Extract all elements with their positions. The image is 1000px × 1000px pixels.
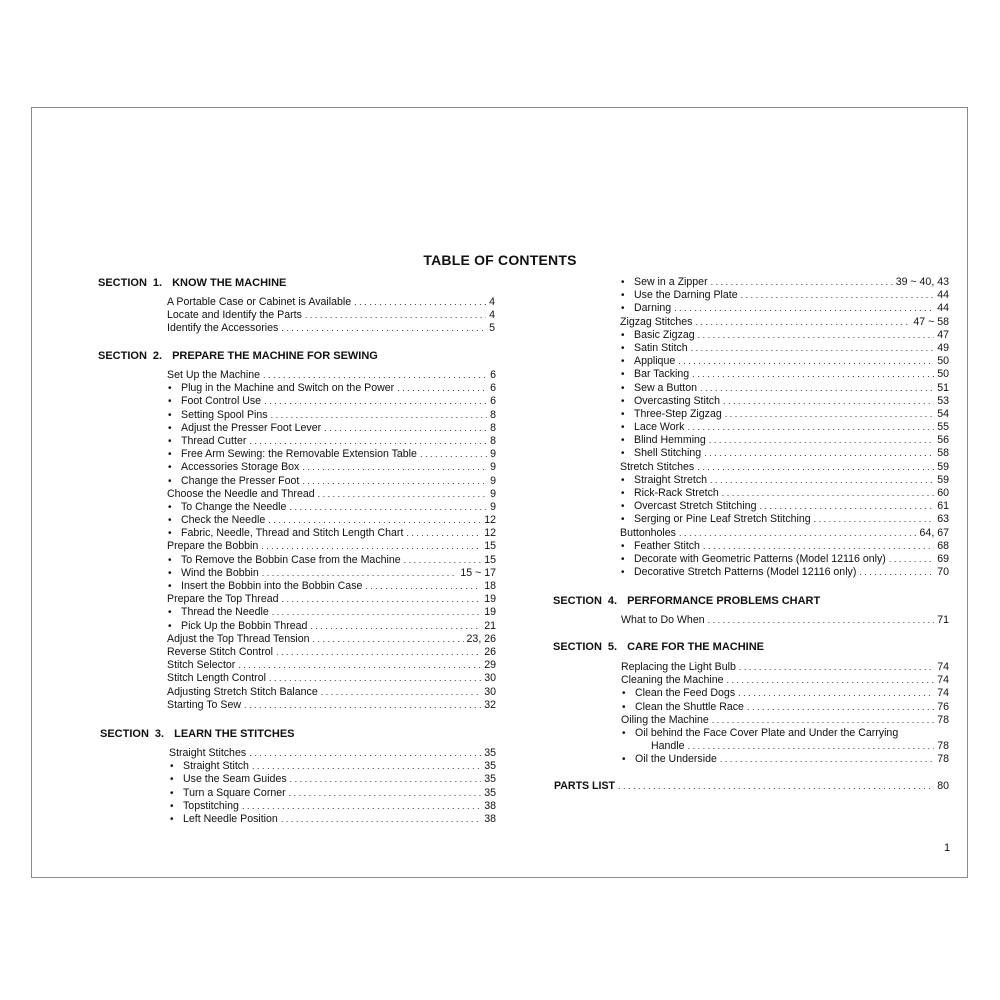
toc-entry-page: 9 [490, 461, 496, 474]
toc-entry-page: 8 [490, 434, 496, 447]
toc-entry [620, 289, 949, 302]
toc-entry-page: 32 [484, 698, 496, 711]
toc-entry [620, 316, 949, 329]
toc-entry [620, 368, 949, 381]
section-3-heading [100, 728, 295, 740]
toc-entry-page: 4 [489, 296, 495, 308]
toc-entry-title: What to Do When [621, 614, 705, 626]
section-label: SECTION [98, 350, 147, 362]
toc-entry [169, 787, 496, 800]
toc-entry-page: 53 [937, 394, 949, 407]
section-5-heading [553, 641, 764, 653]
toc-entry-page: 9 [490, 474, 496, 487]
toc-entry-page: 50 [937, 368, 949, 381]
page-title: TABLE OF CONTENTS [423, 252, 577, 268]
leader-dots [679, 527, 917, 540]
leader-dots [703, 540, 934, 553]
leader-dots [263, 369, 487, 382]
toc-entry [621, 714, 949, 727]
leader-dots [281, 322, 486, 335]
toc-entry-title: Adjusting Stretch Stitch Balance [167, 685, 318, 698]
leader-dots [712, 714, 934, 727]
leader-dots [687, 421, 934, 434]
toc-entry-title: • Satin Stitch [634, 341, 688, 354]
toc-entry-title: • Shell Stitching [634, 447, 702, 460]
toc-entry-title: • Oil the Underside [635, 753, 717, 766]
toc-entry [621, 727, 949, 740]
leader-dots [238, 659, 481, 672]
toc-entry [620, 355, 949, 368]
toc-entry-title: • Change the Presser Foot [181, 474, 300, 487]
toc-entry [167, 699, 496, 712]
toc-entry-page: 23, 26 [466, 632, 496, 645]
toc-entry-title: • Straight Stretch [634, 473, 708, 486]
toc-entry-page: 6 [490, 382, 496, 395]
toc-entry-page: 5 [489, 322, 495, 335]
toc-entry-title: • Clean the Shuttle Race [635, 700, 744, 713]
toc-entry-title: • Setting Spool Pins [181, 408, 268, 421]
section-title: CARE FOR THE MACHINE [627, 641, 764, 653]
toc-entry-title: Replacing the Light Bulb [621, 661, 736, 673]
leader-dots [289, 501, 487, 514]
toc-entry-page: 12 [484, 527, 496, 540]
toc-entry-title: Stitch Length Control [167, 672, 266, 685]
leader-dots [310, 620, 481, 633]
leader-dots [688, 740, 935, 753]
toc-entry [169, 747, 496, 760]
toc-entry [620, 500, 949, 513]
toc-entry-page: 54 [937, 407, 949, 420]
leader-dots [709, 434, 934, 447]
toc-entry [167, 422, 496, 435]
toc-entry-title: • Sew a Button [634, 381, 698, 394]
leader-dots [249, 747, 481, 760]
leader-dots [365, 580, 481, 593]
toc-entry [167, 659, 496, 672]
toc-entry-title: • Insert the Bobbin into the Bobbin Case [181, 580, 363, 592]
section-2-heading [98, 350, 378, 362]
toc-entry-title: • Blind Hemming [634, 434, 706, 447]
leader-dots [404, 554, 482, 567]
toc-entry-title: • To Remove the Bobbin Case from the Machine [181, 553, 401, 566]
toc-entry [167, 620, 496, 633]
toc-entry-page: 70 [937, 566, 949, 579]
toc-entry-page: 58 [937, 447, 949, 460]
leader-dots [420, 448, 487, 461]
leader-dots [406, 527, 481, 540]
toc-entry [167, 382, 496, 395]
toc-entry-title: Starting To Sew [167, 698, 242, 711]
toc-entry-page: 21 [484, 619, 496, 632]
leader-dots [269, 672, 481, 685]
toc-entry-page: 6 [490, 395, 496, 408]
section-2-entries [167, 369, 496, 712]
toc-entry-title: • Overcast Stretch Stitching [634, 500, 757, 513]
toc-entry-page: 47 [937, 328, 949, 341]
toc-entry [620, 487, 949, 500]
leader-dots [759, 500, 934, 513]
leader-dots [678, 355, 934, 368]
toc-entry-title: • Serging or Pine Leaf Stretch Stitching [634, 513, 811, 526]
section-number: 4. [607, 595, 618, 607]
toc-entry-page: 60 [937, 487, 949, 499]
toc-entry-title: Buttonholes [620, 526, 676, 539]
toc-entry [167, 296, 495, 309]
toc-entry-page: 6 [490, 369, 496, 381]
toc-entry-page: 26 [484, 645, 496, 658]
toc-entry [621, 740, 949, 753]
leader-dots [814, 513, 935, 526]
parts-list-title: PARTS LIST [554, 780, 616, 792]
toc-entry-title: • Thread the Needle [181, 606, 269, 619]
toc-entry-title: • Applique [634, 355, 676, 368]
leader-dots [725, 408, 934, 421]
toc-entry-page: 61 [937, 500, 949, 513]
toc-entry-title: Adjust the Top Thread Tension [167, 632, 310, 645]
leader-dots [242, 800, 481, 813]
toc-entry-page: 19 [484, 593, 496, 606]
toc-entry-title: Oiling the Machine [621, 713, 709, 726]
section-number: 5. [607, 641, 618, 653]
toc-entry-title: • Straight Stitch [183, 760, 249, 773]
toc-entry-page: 19 [484, 606, 496, 619]
parts-list-page: 80 [937, 780, 949, 792]
section-label: SECTION [553, 595, 602, 607]
section-1-entries [167, 296, 495, 336]
toc-entry-page: 64, 67 [919, 526, 949, 539]
section-3-continued-entries [620, 276, 949, 579]
leader-dots [889, 553, 934, 566]
toc-entry-page: 35 [484, 760, 496, 773]
leader-dots [268, 514, 481, 527]
toc-entry [167, 606, 496, 619]
toc-entry-title: • Foot Control Use [181, 395, 262, 408]
toc-entry [620, 276, 949, 289]
toc-entry-title: • Turn a Square Corner [183, 786, 286, 799]
toc-entry-page: 30 [484, 685, 496, 698]
toc-entry-title: • Sew in a Zipper [634, 276, 708, 288]
parts-list-entry [554, 780, 949, 793]
toc-entry-page: 78 [937, 713, 949, 726]
toc-entry-title: Choose the Needle and Thread [167, 487, 315, 500]
toc-entry-title: • Bar Tacking [634, 368, 690, 381]
toc-entry-title: • Use the Seam Guides [183, 773, 287, 786]
toc-entry [167, 322, 495, 335]
toc-entry-title: • Three-Step Zigzag [634, 407, 722, 420]
toc-entry-page: 68 [937, 539, 949, 552]
leader-dots [305, 309, 486, 322]
toc-entry-page: 59 [937, 473, 949, 486]
section-title: PERFORMANCE PROBLEMS CHART [627, 595, 821, 607]
toc-entry-title: • Pick Up the Bobbin Thread [181, 619, 308, 632]
leader-dots [739, 661, 934, 674]
toc-entry-page: 71 [937, 614, 949, 626]
toc-entry [620, 329, 949, 342]
toc-entry-title: Stretch Stitches [620, 460, 695, 473]
toc-entry-title: Prepare the Bobbin [167, 540, 259, 553]
toc-entry-title: Zigzag Stitches [620, 315, 693, 328]
toc-entry [167, 448, 496, 461]
toc-entry [620, 553, 949, 566]
toc-entry-title: • Check the Needle [181, 514, 266, 527]
leader-dots [710, 474, 934, 487]
toc-entry [620, 540, 949, 553]
toc-entry-title: • Basic Zigzag [634, 328, 695, 341]
section-number: 2. [152, 350, 163, 362]
toc-entry [167, 593, 496, 606]
toc-entry-title: A Portable Case or Cabinet is Available [167, 296, 352, 308]
toc-entry [620, 566, 949, 579]
toc-entry [167, 488, 496, 501]
toc-entry [621, 701, 949, 714]
toc-entry [167, 409, 496, 422]
toc-entry-title: Stitch Selector [167, 659, 236, 672]
leader-dots [249, 435, 487, 448]
toc-entry [167, 554, 496, 567]
section-5-entries [621, 661, 949, 767]
toc-entry-page: 47 ~ 58 [913, 315, 949, 328]
toc-entry-page: 12 [484, 514, 496, 527]
toc-entry [169, 800, 496, 813]
toc-entry-page: 59 [937, 460, 949, 473]
leader-dots [698, 329, 935, 342]
toc-entry [167, 540, 496, 553]
toc-entry-page: 39 ~ 40, 43 [895, 276, 949, 288]
leader-dots [747, 701, 934, 714]
toc-entry-title: Identify the Accessories [167, 322, 279, 335]
toc-entry [169, 773, 496, 786]
toc-entry [167, 461, 496, 474]
toc-entry [620, 382, 949, 395]
section-1-heading [98, 277, 286, 289]
toc-entry-page: 35 [484, 773, 496, 786]
toc-entry-title: • Darning [634, 302, 672, 315]
leader-dots [302, 461, 487, 474]
toc-entry-page: 44 [937, 289, 949, 302]
leader-dots [281, 813, 481, 826]
toc-entry [167, 527, 496, 540]
toc-entry-title: • Rick-Rack Stretch [634, 487, 719, 499]
toc-entry-page: 15 [484, 553, 496, 566]
toc-entry-title: Locate and Identify the Parts [167, 309, 302, 322]
leader-dots [723, 395, 934, 408]
section-3-entries [169, 747, 496, 826]
toc-entry-page: 44 [937, 302, 949, 315]
toc-entry-title: • Topstitching [183, 799, 239, 812]
toc-entry-page: 38 [484, 812, 496, 825]
section-number: 1. [152, 277, 163, 289]
toc-entry-page: 74 [937, 674, 949, 687]
toc-entry [620, 513, 949, 526]
toc-entry-title: • Free Arm Sewing: the Removable Extension Table [181, 448, 417, 461]
leader-dots [252, 760, 481, 773]
toc-entry-title: • Overcasting Stitch [634, 394, 720, 407]
toc-entry-title: • Plug in the Machine and Switch on the Power [181, 382, 395, 395]
toc-entry-title: • Decorative Stretch Patterns (Model 12116 only) [634, 566, 857, 579]
toc-entry-title: • Fabric, Needle, Thread and Stitch Length Chart [181, 527, 404, 540]
leader-dots [282, 593, 482, 606]
toc-entry [620, 434, 949, 447]
section-4-entries [621, 614, 949, 627]
leader-dots [692, 368, 934, 381]
leader-dots [302, 475, 487, 488]
toc-entry-page: 9 [490, 487, 496, 500]
leader-dots [722, 487, 934, 500]
toc-entry [620, 395, 949, 408]
section-4-heading [553, 595, 820, 607]
toc-entry-page: 8 [490, 421, 496, 434]
section-label: SECTION [553, 641, 602, 653]
toc-entry-page: 38 [484, 799, 496, 812]
toc-entry [167, 501, 496, 514]
leader-dots [695, 316, 910, 329]
leader-dots [711, 276, 893, 289]
section-title: KNOW THE MACHINE [172, 277, 287, 289]
toc-entry-title: Handle [651, 740, 685, 753]
leader-dots [691, 342, 935, 355]
toc-entry-title: • Wind the Bobbin [181, 566, 259, 579]
toc-entry-title: Cleaning the Machine [621, 674, 724, 687]
section-title: PREPARE THE MACHINE FOR SEWING [172, 350, 378, 362]
toc-entry-title: Straight Stitches [169, 747, 247, 759]
leader-dots [741, 289, 935, 302]
leader-dots [262, 567, 458, 580]
toc-entry-page: 78 [937, 753, 949, 766]
leader-dots [272, 606, 481, 619]
toc-entry [620, 527, 949, 540]
leader-dots [738, 687, 934, 700]
leader-dots [354, 296, 486, 309]
leader-dots [697, 461, 934, 474]
toc-entry-page: 35 [484, 747, 496, 759]
toc-entry-page: 55 [937, 421, 949, 434]
leader-dots [244, 699, 481, 712]
section-label: SECTION [98, 277, 147, 289]
toc-entry-title: • Adjust the Presser Foot Lever [181, 421, 322, 434]
leader-dots [261, 540, 481, 553]
toc-entry [620, 302, 949, 315]
leader-dots [324, 422, 487, 435]
toc-entry [621, 687, 949, 700]
toc-entry-title: • Use the Darning Plate [634, 289, 738, 302]
toc-entry [167, 369, 496, 382]
section-label: SECTION [100, 728, 149, 740]
toc-entry [167, 567, 496, 580]
toc-entry [167, 633, 496, 646]
toc-entry [169, 760, 496, 773]
toc-entry [621, 661, 949, 674]
leader-dots [618, 780, 934, 793]
leader-dots [859, 566, 934, 579]
leader-dots [726, 674, 934, 687]
toc-entry-page: 69 [937, 552, 949, 565]
toc-entry [620, 474, 949, 487]
toc-entry [621, 614, 949, 627]
section-number: 3. [154, 728, 165, 740]
toc-entry-page: 8 [490, 408, 496, 421]
toc-entry-page: 35 [484, 786, 496, 799]
toc-entry-title: Set Up the Machine [167, 369, 261, 381]
leader-dots [313, 633, 464, 646]
toc-entry [167, 395, 496, 408]
page-number: 1 [944, 842, 951, 854]
toc-entry [620, 421, 949, 434]
toc-entry-page: 29 [484, 659, 496, 672]
toc-entry-page: 18 [484, 580, 496, 592]
toc-entry-page: 50 [937, 355, 949, 368]
toc-entry-title: • Thread Cutter [181, 434, 247, 447]
toc-entry-page: 63 [937, 513, 949, 526]
leader-dots [290, 773, 482, 786]
leader-dots [674, 302, 934, 315]
leader-dots [720, 753, 934, 766]
leader-dots [321, 686, 481, 699]
toc-entry-page: 30 [484, 672, 496, 685]
toc-entry-title: • Oil behind the Face Cover Plate and Under the Carrying [635, 726, 899, 739]
section-title: LEARN THE STITCHES [174, 728, 295, 740]
toc-entry-page: 76 [937, 700, 949, 713]
toc-entry [620, 342, 949, 355]
toc-entry-page: 9 [490, 500, 496, 513]
toc-entry-title: • Left Needle Position [183, 812, 278, 825]
toc-entry-title: Reverse Stitch Control [167, 645, 273, 658]
leader-dots [318, 488, 487, 501]
toc-entry [620, 461, 949, 474]
toc-entry [620, 447, 949, 460]
toc-entry-page: 74 [937, 687, 949, 700]
leader-dots [708, 614, 935, 627]
toc-entry-title: • Clean the Feed Dogs [635, 687, 736, 700]
toc-entry-title: • Feather Stitch [634, 539, 700, 552]
toc-entry [167, 309, 495, 322]
leader-dots [704, 447, 934, 460]
toc-entry [169, 813, 496, 826]
toc-entry-page: 15 [484, 540, 496, 553]
leader-dots [264, 395, 487, 408]
toc-entry-title: • Lace Work [634, 421, 685, 434]
toc-entry-page: 51 [937, 381, 949, 394]
toc-entry [167, 646, 496, 659]
toc-entry [167, 475, 496, 488]
leader-dots [276, 646, 481, 659]
toc-entry-title: • Accessories Storage Box [181, 461, 300, 474]
toc-entry-page: 56 [937, 434, 949, 447]
toc-entry [167, 514, 496, 527]
toc-entry-page: 4 [489, 309, 495, 322]
toc-entry-page: 78 [937, 740, 949, 753]
toc-entry [621, 753, 949, 766]
toc-entry-page: 74 [937, 661, 949, 673]
toc-entry-page: 9 [490, 448, 496, 461]
toc-entry [167, 580, 496, 593]
toc-entry-page: 15 ~ 17 [460, 566, 496, 579]
leader-dots [700, 382, 934, 395]
toc-entry [167, 672, 496, 685]
toc-entry [620, 408, 949, 421]
toc-entry-title: Prepare the Top Thread [167, 593, 279, 606]
toc-entry-title: • To Change the Needle [181, 500, 287, 513]
leader-dots [271, 409, 488, 422]
toc-entry [621, 674, 949, 687]
toc-entry-page: 49 [937, 341, 949, 354]
toc-entry-title: • Decorate with Geometric Patterns (Model 12116 only) [634, 552, 886, 565]
leader-dots [289, 787, 482, 800]
toc-entry [167, 435, 496, 448]
toc-entry [167, 686, 496, 699]
leader-dots [397, 382, 487, 395]
